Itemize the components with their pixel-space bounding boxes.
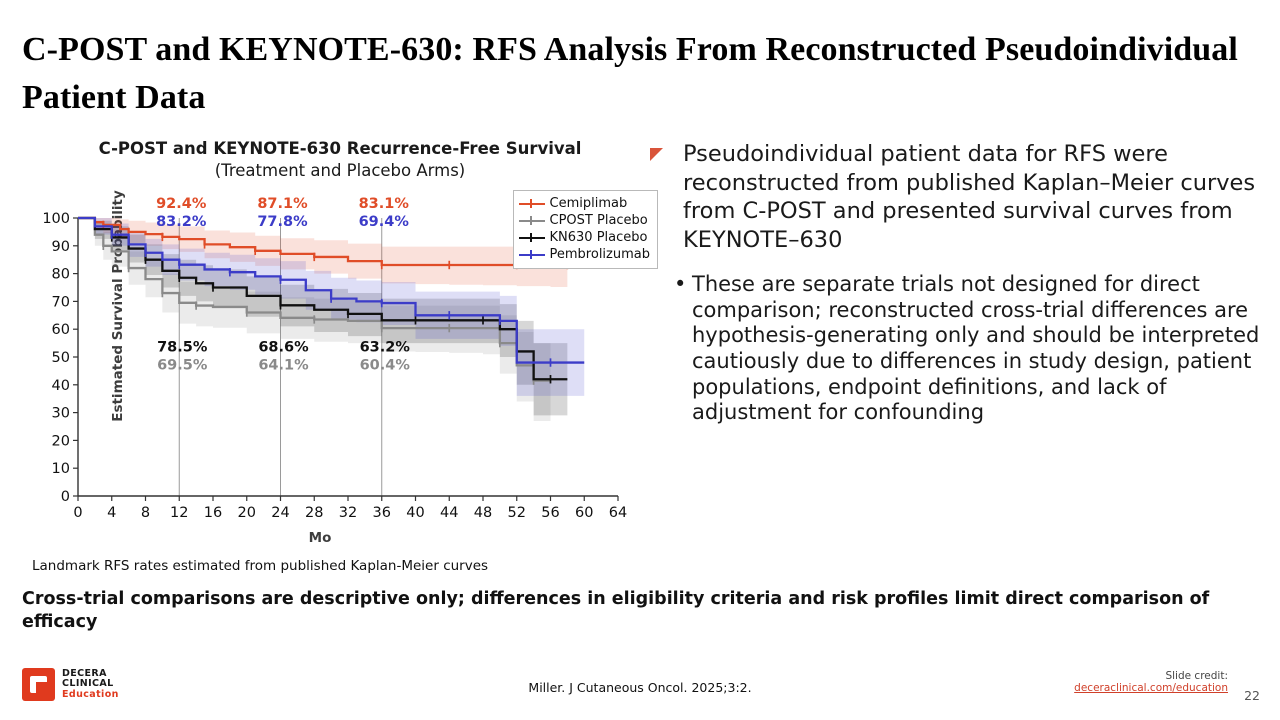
svg-text:64: 64	[608, 505, 628, 521]
takeaway-banner: Cross-trial comparisons are descriptive only; differences in eligibility criteria and risk profiles limit direct comparison of efficacy	[22, 589, 1210, 633]
legend-swatch-pembrolizumab	[519, 250, 545, 260]
svg-text:30: 30	[51, 405, 70, 422]
svg-text:77.8%: 77.8%	[257, 214, 308, 230]
logo-line-2: CLINICAL	[62, 678, 114, 690]
svg-text:28: 28	[305, 505, 324, 521]
svg-text:56: 56	[541, 505, 560, 521]
svg-text:69.4%: 69.4%	[358, 214, 409, 230]
triangle-bullet-icon	[650, 148, 663, 161]
legend-label-kn630-placebo: KN630 Placebo	[549, 230, 648, 245]
svg-text:60: 60	[51, 322, 70, 339]
svg-text:44: 44	[440, 505, 459, 521]
svg-text:100: 100	[42, 211, 70, 227]
svg-text:16: 16	[203, 505, 223, 521]
legend-item-cpost-placebo	[519, 212, 650, 229]
svg-text:0: 0	[60, 489, 70, 505]
citation-text: Miller. J Cutaneous Oncol. 2025;3:2.	[528, 680, 752, 695]
page-title: C-POST and KEYNOTE-630: RFS Analysis From Reconstructed Pseudoindividual Patient Data	[22, 31, 1238, 117]
svg-text:83.1%: 83.1%	[358, 196, 409, 212]
chart-legend	[513, 190, 658, 269]
legend-item-kn630-placebo	[519, 229, 650, 246]
svg-text:52: 52	[507, 505, 526, 521]
chart-y-axis-label: Estimated Survival Probability	[109, 190, 126, 422]
svg-text:50: 50	[51, 350, 70, 366]
svg-text:20: 20	[51, 433, 70, 450]
sub-bullet-text: These are separate trials not designed for direct comparison; reconstructed cross-trial differences are hypothesis-generating only and should be interpreted cautiously due to differences in study design, patient populations, endpoint definitions, and lack of adjustment for confounding	[692, 272, 1260, 425]
svg-text:69.5%: 69.5%	[157, 357, 208, 374]
svg-text:90: 90	[51, 238, 70, 255]
svg-text:10: 10	[51, 461, 70, 478]
legend-item-pembrolizumab	[519, 246, 650, 263]
legend-swatch-kn630-placebo	[519, 233, 545, 243]
svg-text:87.1%: 87.1%	[257, 196, 308, 212]
svg-text:0: 0	[73, 505, 83, 521]
slide-credit-link[interactable]: deceraclinical.com/education	[1074, 682, 1228, 694]
svg-text:40: 40	[51, 377, 70, 394]
svg-text:68.6%: 68.6%	[258, 339, 309, 356]
svg-text:70: 70	[51, 294, 70, 311]
svg-text:32: 32	[338, 505, 358, 521]
logo-line-1: DECERA	[62, 668, 107, 680]
lead-paragraph: Pseudoindividual patient data for RFS were reconstructed from published Kaplan–Meier curves from C-POST and presented survival curves from KEYNOTE–630	[683, 141, 1256, 253]
bullet-dot-icon: •	[674, 272, 687, 297]
sub-bullet-item	[674, 272, 1262, 426]
svg-text:60: 60	[575, 505, 594, 521]
logo-line-3: Education	[62, 688, 119, 700]
svg-text:36: 36	[372, 505, 391, 521]
legend-label-cpost-placebo: CPOST Placebo	[549, 213, 648, 228]
svg-text:48: 48	[473, 505, 493, 521]
chart-container	[20, 138, 660, 578]
svg-text:63.2%: 63.2%	[359, 339, 410, 356]
svg-text:92.4%: 92.4%	[156, 196, 207, 212]
svg-text:20: 20	[237, 505, 256, 521]
svg-text:83.2%: 83.2%	[156, 214, 207, 230]
svg-text:60.4%: 60.4%	[359, 357, 410, 374]
text-column	[650, 140, 1262, 426]
legend-item-cemiplimab	[519, 195, 650, 212]
slide-credit-label: Slide credit:	[1165, 670, 1228, 682]
svg-text:78.5%: 78.5%	[157, 339, 208, 356]
chart-title: C-POST and KEYNOTE-630 Recurrence-Free Survival	[98, 139, 582, 158]
svg-text:64.1%: 64.1%	[258, 357, 309, 374]
svg-text:80: 80	[51, 266, 70, 283]
svg-text:4: 4	[107, 505, 117, 521]
svg-text:24: 24	[271, 505, 290, 521]
chart-x-axis-label: Mo	[308, 530, 332, 546]
svg-text:40: 40	[406, 505, 425, 521]
svg-text:8: 8	[140, 505, 151, 521]
legend-label-cemiplimab: Cemiplimab	[549, 196, 628, 211]
chart-footnote: Landmark RFS rates estimated from published Kaplan-Meier curves	[32, 558, 489, 574]
legend-label-pembrolizumab: Pembrolizumab	[549, 247, 650, 262]
page-number: 22	[1244, 688, 1260, 703]
svg-text:12: 12	[170, 505, 189, 521]
slide-credit	[1028, 670, 1228, 694]
legend-swatch-cemiplimab	[519, 199, 545, 209]
chart-subtitle: (Treatment and Placebo Arms)	[214, 160, 466, 180]
legend-swatch-cpost-placebo	[519, 216, 545, 226]
